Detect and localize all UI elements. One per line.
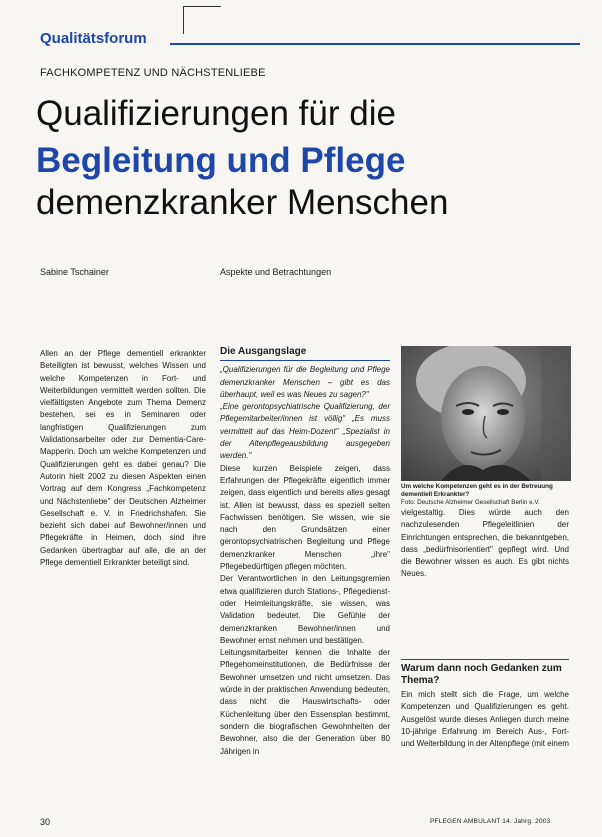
title-line-1: Qualifizierungen für die: [36, 94, 396, 133]
section-label: Qualitätsforum: [40, 30, 147, 47]
body-paragraph: vielgestaltig. Dies würde auch den nachzulesenden Pflegeleitlinien der Einrichtungen entsprechen, die bekanntgeben, dass „bedürfnisorientiert" gepflegt wird. Und die Bewohner wissen es auch. Es gibt nichts Neues.: [401, 508, 569, 579]
right-column-top: [401, 507, 569, 581]
intro-column: [40, 348, 206, 569]
page-number: 30: [40, 817, 51, 827]
quote-paragraph: „Eine gerontopsychiatrische Qualifizierung, der Pflegemitarbeiter/innen ist völlig" „Es muss vermittelt auf das Heim-Dozent" „Spezialist in der Altenpflegeausbildung ausgegeben werden.": [220, 402, 390, 461]
title-line-2: Begleitung und Pflege: [36, 141, 406, 180]
quote-paragraph: „Qualifizierungen für die Begleitung und Pflege demenzkranker Menschen – gibt es das überhaupt, weil es was Neues zu sagen?": [220, 365, 390, 399]
kicker: FACHKOMPETENZ UND NÄCHSTENLIEBE: [40, 67, 266, 79]
article-subtitle: Aspekte und Betrachtungen: [220, 267, 332, 277]
intro-text: Allen an der Pflege dementiell erkrankter Beteiligten ist bewusst, welches Wissen und welche Kompetenzen in Fort- und Weiterbildungen vermittelt werden sollten. Die vielfältigsten Angebote zum Thema Demenz bestehen, sei es in Seminaren oder langfristigen Qualifizierungen zum Validationsarbeiter oder zur Dementia-Care-Mapperin. Doch um welche Kompetenzen und Qualifizierungen geht es dabei genau? Die Autorin hielt 2002 zu diesen Aspekten einen Vortrag auf dem Kongress „Fachkompetenz und Nächstenliebe" der Deutschen Alzheimer Gesellschaft e. V. in Friedrichshafen. Sie bezieht sich dabei auf Bewohner/innen und Pflegekräfte in Heimen, doch sind ihre Gedanken übertragbar auf alle, die an der Pflege dementiell Erkrankter beteiligt sind.: [40, 349, 206, 568]
author: Sabine Tschainer: [40, 267, 109, 277]
scan-artifact-horizontal: [183, 6, 221, 7]
right-column-bottom: [401, 689, 569, 750]
title-line-3: demenzkranker Menschen: [36, 183, 449, 222]
caption-text: Um welche Kompetenzen geht es in der Betreuung dementiell Erkrankter?: [401, 483, 553, 498]
elderly-woman-portrait-image: [401, 346, 571, 481]
body-paragraph: Leitungsmitarbeiter kennen die Inhalte der Pflegehomeinstitutionen, die Bedürfnisse der Bewohner umsetzen und nicht umsetzen. Das würde in der praktischen Anwendung bedeuten, dass nicht die Hauswirtschafts- oder Küchenleitung über den Essensplan bestimmt, sondern die biografischen Gewohnheiten der Bewohner, also die der Generation über 80 Jährigen in: [220, 648, 390, 756]
section-rule: [170, 43, 580, 45]
section-heading-warum: Warum dann noch Gedanken zum Thema?: [401, 659, 569, 687]
body-paragraph: Ein mich stellt sich die Frage, um welche Kompetenzen und Qualifizierungen es geht. Ausgelöst wurde dieses Anliegen durch meine 10-jährige Erfahrung im Bereich Aus-, Fort- und Weiterbildung in der Altenpflege (mit einem: [401, 690, 569, 749]
journal-footer: PFLEGEN AMBULANT 14. Jahrg. 2003: [430, 818, 551, 825]
section-heading-ausgangslage: Die Ausgangslage: [220, 346, 390, 361]
body-paragraph: Der Verantwortlichen in den Leitungsgremien etwa qualifizieren durch Stations-, Pflegedienst- oder Heimleitungskräfte, sie wissen, was Validation bedeutet. Die Gefühle der demenzkranken Bewohner/innen und Bewohner ernst nehmen und bestätigen.: [220, 574, 390, 645]
body-paragraph: Diese kurzen Beispiele zeigen, dass Erfahrungen der Pflegekräfte eigentlich immer zeigen, dass eigentlich und bereits alles gesagt ist. Allen ist bewusst, dass es speziell selten Fachwissen benötigen. Sie wissen, wie sie nach den Grundsätzen einer gerontopsychiatrischen Begleitung und Pflege demenzkranker Menschen „ihre" Pflegebedürftigen pflegen möchten.: [220, 463, 390, 572]
photo-caption: [401, 483, 569, 507]
photo-credit: Foto: Deutsche Alzheimer Gesellschaft Berlin e.V.: [401, 499, 540, 506]
portrait-photo: [401, 346, 571, 481]
middle-column: [220, 346, 390, 758]
scan-artifact-vertical: [183, 6, 184, 34]
